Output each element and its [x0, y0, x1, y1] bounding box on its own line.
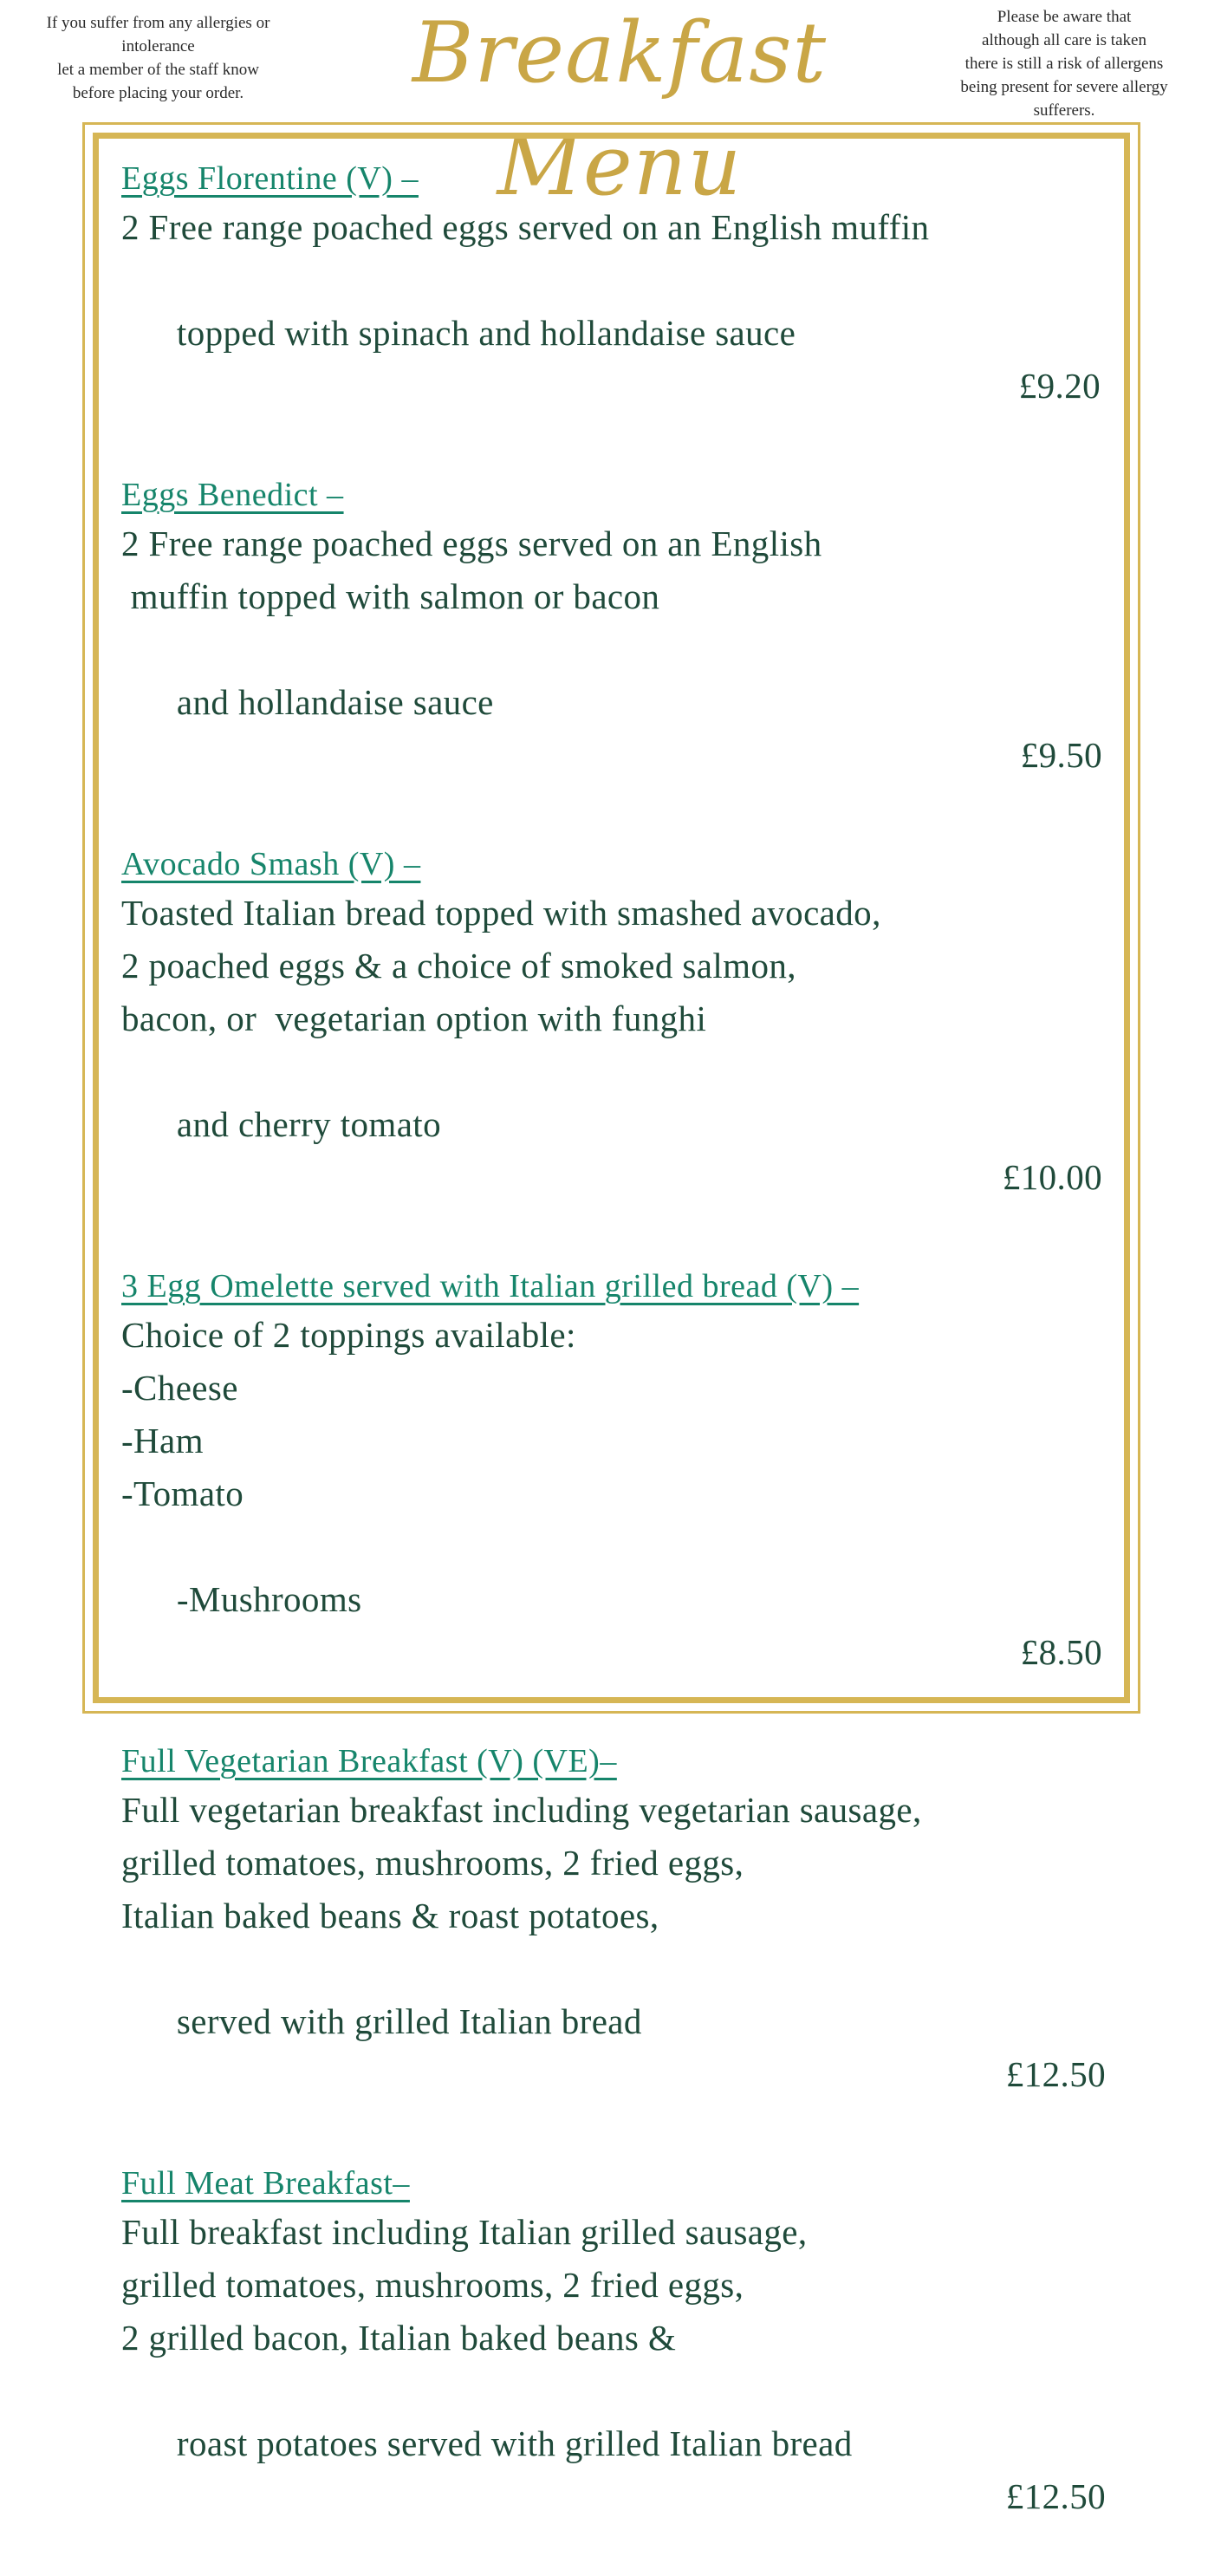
notice-line: intolerance	[121, 37, 195, 55]
notice-line: Please be aware that	[997, 8, 1132, 26]
item-description-line: roast potatoes served with grilled Italian bread	[176, 2423, 853, 2463]
item-description-line: -Mushrooms	[176, 1579, 362, 1619]
item-description-line: topped with spinach and hollandaise sauce	[176, 313, 796, 353]
item-description-line: served with grilled Italian bread	[176, 2001, 642, 2041]
menu-items	[121, 156, 1106, 2576]
item-description-line: -Cheese	[121, 1368, 238, 1408]
item-name: Eggs Benedict –	[121, 477, 344, 513]
notice-line: there is still a risk of allergens	[964, 55, 1164, 73]
item-description-line: 2 Free range poached eggs served on an English	[121, 524, 822, 563]
item-price: £10.00	[1002, 1157, 1102, 1197]
menu-item	[121, 1264, 1102, 1732]
menu-item	[121, 472, 1102, 835]
item-price: £8.50	[1020, 1632, 1102, 1672]
item-last-line-row	[121, 1942, 1106, 2154]
notice-line: before placing your order.	[72, 84, 244, 102]
item-price: £9.20	[1018, 366, 1101, 406]
item-description-line: and hollandaise sauce	[176, 682, 494, 722]
item-last-line-row	[121, 1520, 1102, 1732]
item-description-line: Full breakfast including Italian grilled sausage,	[121, 2212, 808, 2252]
item-price: £12.50	[1005, 2054, 1106, 2094]
item-last-line-row	[121, 623, 1102, 835]
item-description-line: muffin topped with salmon or bacon	[121, 576, 660, 616]
item-description-line: -Ham	[121, 1421, 204, 1460]
item-last-line-row	[121, 254, 1101, 465]
notice-line: being present for severe allergy	[960, 78, 1168, 96]
item-price: £9.50	[1020, 735, 1102, 775]
item-description-line: 2 poached eggs & a choice of smoked salmon,	[121, 946, 796, 986]
item-description-line: bacon, or vegetarian option with funghi	[121, 999, 707, 1038]
menu-item	[121, 2161, 1106, 2576]
item-description-line: 2 Free range poached eggs served on an English muffin	[121, 207, 930, 247]
menu-title: Breakfast Menu	[412, 4, 828, 214]
item-last-line-row	[121, 2365, 1106, 2576]
notice-line: although all care is taken	[982, 31, 1146, 49]
item-name: Full Meat Breakfast–	[121, 2165, 410, 2202]
item-description-line: and cherry tomato	[176, 1104, 441, 1144]
item-description-line: grilled tomatoes, mushrooms, 2 fried eggs,	[121, 2265, 744, 2305]
menu-item	[121, 1739, 1106, 2154]
item-description-line: -Tomato	[121, 1473, 244, 1513]
item-price: £12.50	[1005, 2476, 1106, 2516]
item-name: Avocado Smash (V) –	[121, 846, 421, 882]
item-description-line: 2 grilled bacon, Italian baked beans &	[121, 2318, 677, 2358]
item-name: Eggs Florentine (V) –	[121, 160, 419, 197]
notice-line: If you suffer from any allergies or	[46, 14, 270, 32]
item-last-line-row	[121, 1045, 1102, 1257]
notice-line: sufferers.	[1033, 101, 1095, 120]
item-description-line: Italian baked beans & roast potatoes,	[121, 1896, 659, 1935]
allergy-notice-right	[934, 5, 1194, 122]
item-description-line: grilled tomatoes, mushrooms, 2 fried eggs,	[121, 1843, 744, 1883]
allergy-notice-left	[17, 11, 299, 105]
menu-item	[121, 842, 1102, 1257]
item-description-line: Toasted Italian bread topped with smashed avocado,	[121, 893, 881, 933]
item-name: Full Vegetarian Breakfast (V) (VE)–	[121, 1743, 617, 1779]
item-name: 3 Egg Omelette served with Italian grilled bread (V) –	[121, 1268, 860, 1304]
menu-item	[121, 156, 1101, 465]
notice-line: let a member of the staff know	[57, 61, 259, 79]
item-description-line: Full vegetarian breakfast including vegetarian sausage,	[121, 1790, 922, 1830]
item-description-line: Choice of 2 toppings available:	[121, 1315, 576, 1355]
